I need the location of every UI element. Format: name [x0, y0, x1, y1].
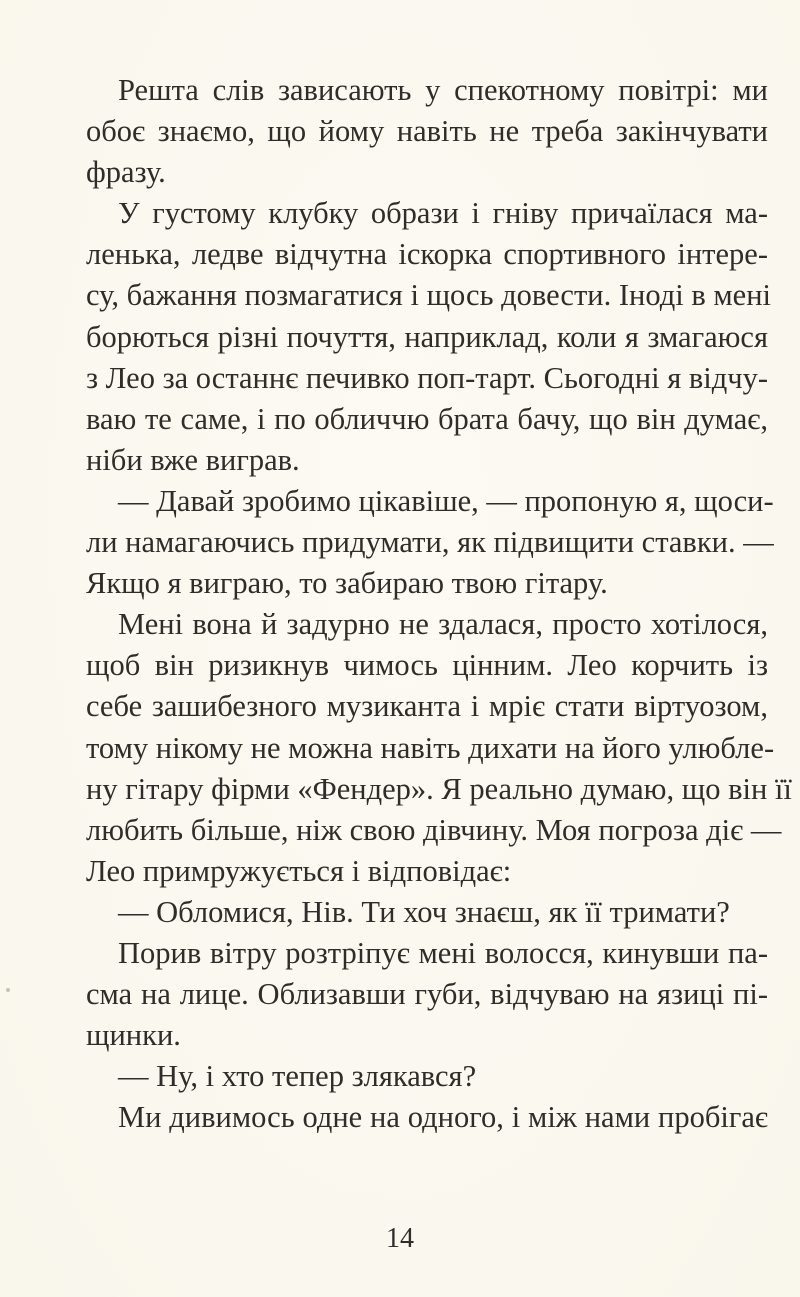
text-line: любить більше, ніж свою дівчину. Моя погроза діє —	[86, 812, 782, 847]
paragraph	[86, 933, 768, 1056]
text-line: Лео примружується і відповідає:	[86, 853, 512, 888]
text-line: — Обломися, Нів. Ти хоч знаєш, як її тримати?	[118, 894, 730, 929]
text-line: — Давай зробимо цікавіше, — пропоную я, щоси-	[118, 483, 774, 518]
text-line: обоє знаємо, що йому навіть не треба закінчувати	[86, 114, 768, 149]
text-line: Якщо я виграю, то забираю твою гітару.	[86, 566, 608, 601]
text-line: щинки.	[86, 1018, 181, 1053]
paragraph	[86, 481, 774, 604]
text-line: тому нікому не можна навіть дихати на його улюбле-	[86, 730, 775, 765]
text-line: Порив вітру розтріпує мені волосся, кинувши па-	[118, 935, 768, 970]
text-line: борються різні почуття, наприклад, коли я змагаюся	[86, 319, 768, 354]
page-body-text	[86, 70, 792, 1138]
text-line: Мені вона й задурно не здалася, просто хотілося,	[118, 607, 768, 642]
page-number: 14	[386, 1223, 414, 1254]
text-line: — Ну, і хто тепер злякався?	[118, 1059, 477, 1094]
paragraph	[86, 604, 792, 892]
paragraph	[86, 1097, 768, 1138]
text-line: У густому клубку образи і гніву причаїлася ма-	[118, 196, 768, 231]
text-line: Ми дивимось одне на одного, і між нами пробігає	[118, 1100, 768, 1135]
paragraph	[86, 70, 768, 193]
text-line: ніби вже виграв.	[86, 442, 300, 477]
text-line: фразу.	[86, 155, 166, 190]
text-line: ну гітару фірми «Фендер». Я реально думаю, що він її	[86, 771, 792, 806]
text-line: Решта слів зависають у спекотному повітрі: ми	[118, 73, 768, 107]
text-line: ли намагаючись придумати, як підвищити ставки. —	[86, 525, 774, 560]
paragraph	[86, 892, 768, 933]
text-line: ленька, ледве відчутна іскорка спортивного інтере-	[86, 237, 768, 272]
paper-speck	[6, 988, 10, 992]
text-line: щоб він ризикнув чимось цінним. Лео корчить із	[86, 648, 768, 683]
text-line: су, бажання позмагатися і щось довести. Іноді в мені	[86, 278, 771, 313]
text-line: з Лео за останнє печивко поп-тарт. Сьогодні я відчу-	[86, 360, 769, 395]
paragraph	[86, 1056, 768, 1097]
text-line: ваю те саме, і по обличчю брата бачу, що він думає,	[86, 401, 768, 436]
paragraph	[86, 193, 771, 481]
text-line: сма на лице. Облизавши губи, відчуваю на язиці пі-	[86, 977, 768, 1012]
text-line: себе зашибезного музиканта і мріє стати віртуозом,	[86, 689, 768, 724]
